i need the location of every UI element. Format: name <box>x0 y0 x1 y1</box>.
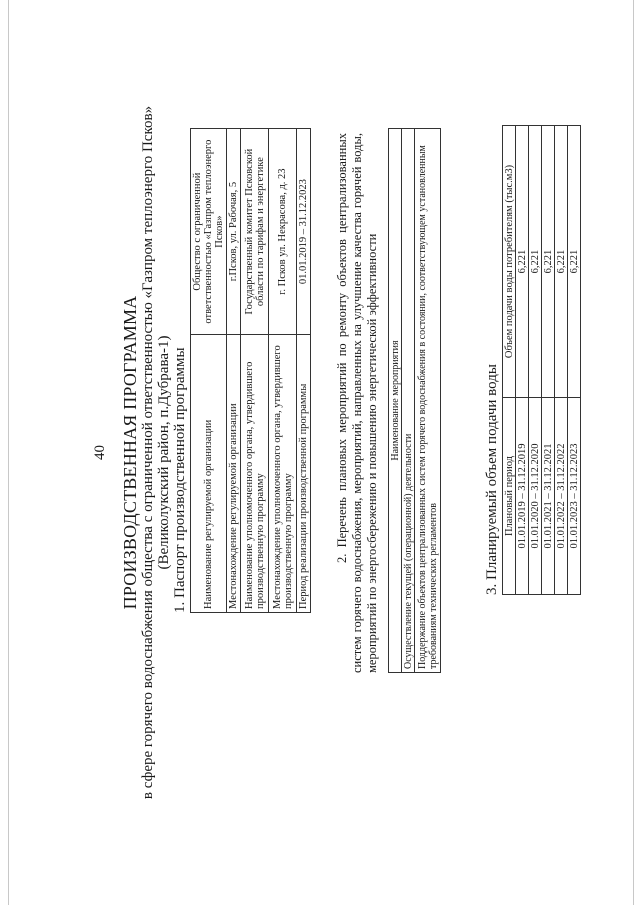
passport-label: Наименование регулируемой организации <box>191 335 227 613</box>
period-cell: 01.01.2021 – 31.12.2021 <box>542 398 555 595</box>
period-cell: 01.01.2020 – 31.12.2020 <box>529 398 542 595</box>
passport-label: Местонахождение уполномоченного органа, утвердившего производственную программу <box>269 335 297 613</box>
passport-label: Период реализации производственной программы <box>297 335 311 613</box>
volume-cell: 6,221 <box>568 126 581 398</box>
table-row <box>191 129 227 613</box>
table-row <box>542 126 555 595</box>
section1-heading: 1. Паспорт производственной программы <box>172 347 188 613</box>
passport-value: г. Псков ул. Некрасова, д. 23 <box>269 129 297 335</box>
period-cell: 01.01.2022 – 31.12.2022 <box>555 398 568 595</box>
measures-header: Наименование мероприятия <box>389 129 402 673</box>
section2-heading-rest: мероприятий, направленных на улучшение качества горячей воды, мероприятий по энергосбережению и повышению энергетической эффективности <box>350 132 379 673</box>
passport-value: Общество с ограниченной ответственностью «Газпром теплоэнерго Псков» <box>191 129 227 335</box>
section2-heading <box>335 133 380 673</box>
table-row <box>529 126 542 595</box>
table-row <box>415 129 441 673</box>
period-cell: 01.01.2023 – 31.12.2023 <box>568 398 581 595</box>
page-number: 40 <box>92 445 108 460</box>
document-location: (Великолукский район, п.Дубрава-1) <box>156 335 172 570</box>
document-subtitle: в сфере горячего водоснабжения общества с ограниченной ответственностью «Газпром теплоэнерго Псков» <box>140 105 156 800</box>
table-row <box>503 126 516 595</box>
table-row <box>297 129 311 613</box>
table-row <box>402 129 415 673</box>
column-header: Плановый период <box>503 398 516 595</box>
measure-item: Поддержание объектов централизованных систем горячего водоснабжения в состоянии, соответствующем установленным требованиям технических регламентов <box>415 129 441 673</box>
table-row <box>241 129 269 613</box>
section2-heading-line1: 2. Перечень плановых мероприятий по ремонту объектов централизованных систем горячего водоснабжения, <box>335 133 364 673</box>
table-row <box>555 126 568 595</box>
document-title: ПРОИЗВОДСТВЕННАЯ ПРОГРАММА <box>120 295 140 610</box>
volume-cell: 6,221 <box>555 126 568 398</box>
period-cell: 01.01.2019 – 31.12.2019 <box>516 398 529 595</box>
table-row <box>389 129 402 673</box>
passport-table <box>190 128 311 613</box>
measure-item: Осуществление текущей (операционной) деятельности <box>402 129 415 673</box>
table-row <box>269 129 297 613</box>
water-volume-table <box>502 125 581 595</box>
volume-cell: 6,221 <box>529 126 542 398</box>
passport-label: Наименование уполномоченного органа, утвердившего производственную программу <box>241 335 269 613</box>
volume-cell: 6,221 <box>516 126 529 398</box>
passport-label: Местонахождение регулируемой организации <box>227 335 241 613</box>
passport-value: Государственный комитет Псковской области по тарифам и энергетике <box>241 129 269 335</box>
passport-value: 01.01.2019 – 31.12.2023 <box>297 129 311 335</box>
table-row <box>516 126 529 595</box>
column-header: Объем подачи воды потребителям (тыс.м3) <box>503 126 516 398</box>
measures-table <box>388 128 441 673</box>
section3-heading: 3. Планируемый объем подачи воды <box>484 364 500 595</box>
volume-cell: 6,221 <box>542 126 555 398</box>
passport-value: г.Псков, ул. Рабочая, 5 <box>227 129 241 335</box>
table-row <box>227 129 241 613</box>
table-row <box>568 126 581 595</box>
